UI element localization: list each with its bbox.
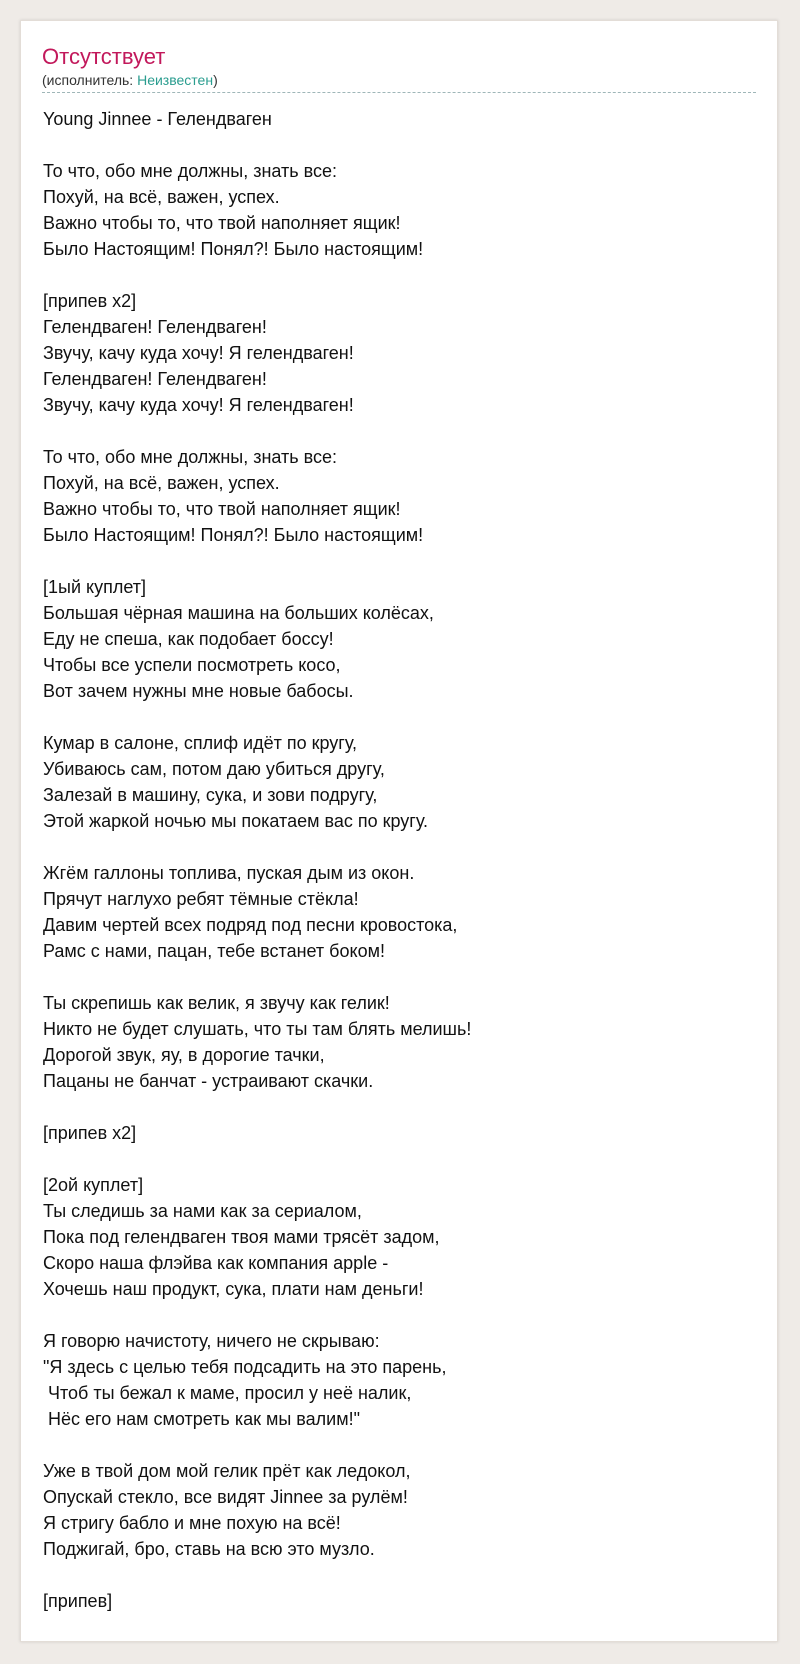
artist-prefix: (исполнитель: [42, 72, 138, 88]
lyrics-text: Young Jinnee - Гелендваген То что, обо мне должны, знать все: Похуй, на всё, важен, успех. Важно чтобы то, что твой наполняет ящик! Было Настоящим! Понял?! Было настоящим! [припев x2] Гелендваген! Гелендваген! Звучу, качу куда хочу! Я гелендваген! Гелендваген! Гелендваген! Звучу, качу куда хочу! Я гелендваген! То что, обо мне должны, знать все: Похуй, на всё, важен, успех. Важно чтобы то, что твой наполняет ящик! Было Настоящим! Понял?! Было настоящим! [1ый куплет] Большая чёрная машина на больших колёсах, Еду не спеша, как подобает боссу! Чтобы все успели посмотреть косо, Вот зачем нужны мне новые бабосы. Кумар в салоне, сплиф идёт по кругу, Убиваюсь сам, потом даю убиться другу, Залезай в машину, сука, и зови подругу, Этой жаркой ночью мы покатаем вас по кругу. Жгём галлоны топлива, пуская дым из окон. Прячут наглухо ребят тёмные стёкла! Давим чертей всех подряд под песни кровостока, Рамс с нами, пацан, тебе встанет боком! Ты скрепишь как велик, я звучу как гелик! Никто не будет слушать, что ты там блять мелишь! Дорогой звук, яу, в дорогие тачки, Пацаны не банчат - устраивают скачки. [припев x2] [2ой куплет] Ты следишь за нами как за сериалом, Пока под гелендваген твоя мами трясёт задом, Скоро наша флэйва как компания apple - Хочешь наш продукт, сука, плати нам деньги! Я говорю начистоту, ничего не скрываю: "Я здесь с целью тебя подсадить на это парень, Чтоб ты бежал к маме, просил у неё налик, Нёс его нам смотреть как мы валим!" Уже в твой дом мой гелик прёт как ледокол, Опускай стекло, все видят Jinnee за рулём! Я стригу бабло и мне похую на всё! Поджигай, бро, ставь на всю это музло. [припев] [43, 109, 472, 1611]
artist-suffix: ) [213, 72, 218, 88]
song-header [21, 21, 777, 93]
artist-line [42, 71, 756, 93]
artist-link[interactable]: Неизвестен [137, 72, 214, 88]
song-title: Отсутствует [42, 44, 166, 69]
lyrics-card [20, 20, 778, 1642]
